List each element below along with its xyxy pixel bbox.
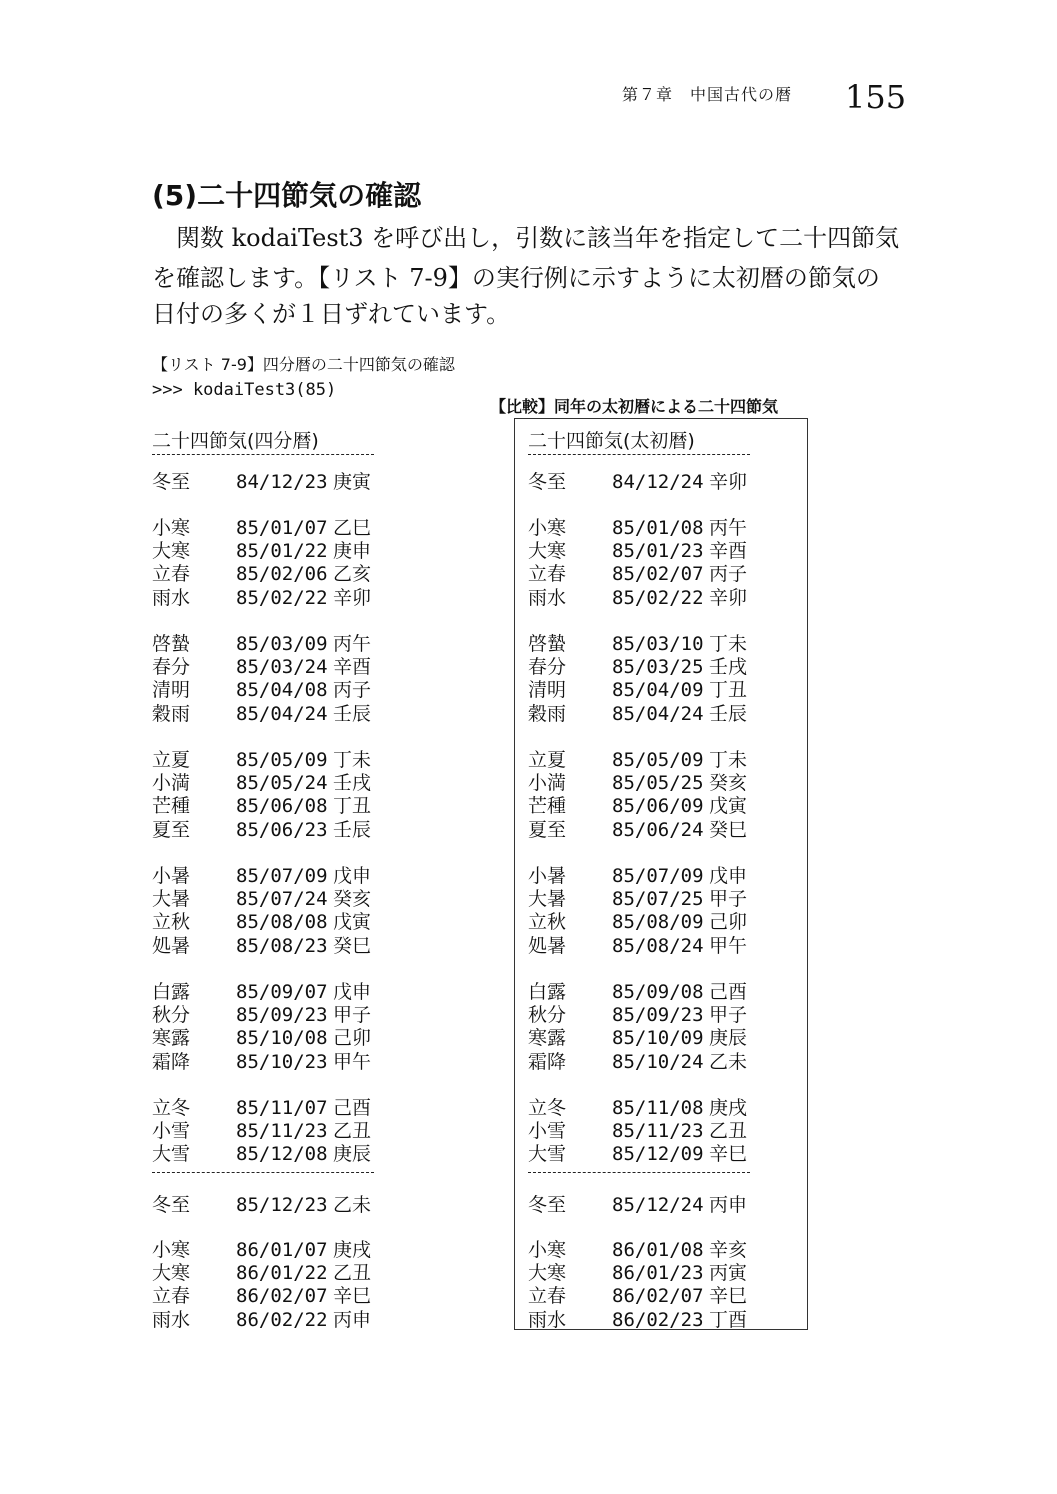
term-date: 85/09/07 bbox=[236, 981, 328, 1003]
solar-term-name: 清明 bbox=[152, 679, 191, 702]
term-date: 85/06/08 bbox=[236, 795, 328, 818]
solar-term-name: 大暑 bbox=[152, 888, 191, 911]
solar-term-name: 冬至 bbox=[528, 471, 567, 493]
sifen-separator bbox=[152, 1172, 374, 1173]
term-date: 85/12/24 bbox=[612, 1194, 704, 1216]
solar-term-name: 小満 bbox=[152, 772, 191, 795]
solar-term-name: 処暑 bbox=[528, 934, 567, 957]
term-ganzhi: 丙申 bbox=[333, 1308, 372, 1331]
term-ganzhi: 戊寅 bbox=[709, 795, 748, 818]
term-ganzhi: 癸亥 bbox=[333, 888, 372, 911]
term-ganzhi: 庚辰 bbox=[333, 1143, 372, 1166]
solar-term-name: 小暑 bbox=[152, 865, 191, 887]
term-date: 85/05/09 bbox=[612, 749, 704, 771]
term-date: 85/08/08 bbox=[236, 911, 328, 934]
solar-term-name: 処暑 bbox=[152, 934, 191, 957]
term-date: 85/03/24 bbox=[236, 656, 328, 679]
term-ganzhi: 庚辰 bbox=[709, 1027, 748, 1050]
solar-term-name: 立春 bbox=[528, 563, 567, 586]
term-date: 85/12/09 bbox=[612, 1143, 704, 1166]
listing-caption: 【リスト 7-9】四分暦の二十四節気の確認 bbox=[152, 355, 455, 374]
term-date: 84/12/24 bbox=[612, 471, 704, 493]
term-ganzhi: 辛亥 bbox=[709, 1239, 748, 1261]
term-ganzhi: 丁未 bbox=[333, 749, 372, 771]
term-date: 86/01/07 bbox=[236, 1239, 328, 1261]
term-date: 85/06/24 bbox=[612, 818, 704, 841]
solar-term-name: 冬至 bbox=[528, 1194, 567, 1216]
term-date: 86/02/22 bbox=[236, 1308, 328, 1331]
term-date: 85/03/09 bbox=[236, 633, 328, 655]
solar-term-name: 秋分 bbox=[528, 1004, 567, 1027]
term-date: 85/01/22 bbox=[236, 540, 328, 563]
taichu-heading: 二十四節気(太初暦) bbox=[528, 430, 695, 452]
solar-term-name: 大寒 bbox=[528, 540, 567, 563]
term-date: 85/10/09 bbox=[612, 1027, 704, 1050]
solar-term-name: 大寒 bbox=[152, 540, 191, 563]
term-ganzhi: 丙子 bbox=[333, 679, 372, 702]
term-ganzhi: 甲午 bbox=[333, 1050, 372, 1073]
term-ganzhi: 丁丑 bbox=[333, 795, 372, 818]
term-ganzhi: 癸亥 bbox=[709, 772, 748, 795]
term-date: 86/01/22 bbox=[236, 1262, 328, 1285]
solar-term-name: 白露 bbox=[152, 981, 191, 1003]
term-ganzhi: 甲午 bbox=[709, 934, 748, 957]
solar-term-name: 立秋 bbox=[528, 911, 567, 934]
term-date: 85/11/08 bbox=[612, 1097, 704, 1119]
solar-term-name: 立夏 bbox=[528, 749, 567, 771]
solar-term-name: 雨水 bbox=[152, 586, 191, 609]
solar-term-name: 立春 bbox=[152, 1285, 191, 1308]
term-ganzhi: 甲子 bbox=[709, 888, 748, 911]
term-ganzhi: 乙亥 bbox=[333, 563, 372, 586]
term-ganzhi: 丁未 bbox=[709, 749, 748, 771]
taichu-separator bbox=[528, 1172, 750, 1173]
solar-term-name: 啓蟄 bbox=[152, 633, 191, 655]
term-ganzhi: 乙未 bbox=[333, 1194, 372, 1216]
term-date: 85/04/24 bbox=[236, 702, 328, 725]
term-date: 85/05/09 bbox=[236, 749, 328, 771]
paragraph-line-2: を確認します。【リスト 7-9】の実行例に示すように太初暦の節気の bbox=[152, 264, 880, 292]
term-ganzhi: 庚戌 bbox=[709, 1097, 748, 1119]
term-date: 85/02/06 bbox=[236, 563, 328, 586]
page-number: 155 bbox=[845, 78, 907, 116]
section-title: (5)二十四節気の確認 bbox=[152, 179, 422, 212]
term-date: 85/11/07 bbox=[236, 1097, 328, 1119]
term-ganzhi: 戊申 bbox=[709, 865, 748, 887]
solar-term-name: 白露 bbox=[528, 981, 567, 1003]
solar-term-name: 大暑 bbox=[528, 888, 567, 911]
term-date: 85/06/23 bbox=[236, 818, 328, 841]
solar-term-name: 芒種 bbox=[528, 795, 567, 818]
solar-term-name: 立冬 bbox=[528, 1097, 567, 1119]
solar-term-name: 小暑 bbox=[528, 865, 567, 887]
term-date: 85/01/08 bbox=[612, 517, 704, 539]
term-ganzhi: 甲子 bbox=[333, 1004, 372, 1027]
term-date: 86/01/23 bbox=[612, 1262, 704, 1285]
solar-term-name: 大寒 bbox=[152, 1262, 191, 1285]
solar-term-name: 小雪 bbox=[152, 1120, 191, 1143]
term-ganzhi: 甲子 bbox=[709, 1004, 748, 1027]
term-date: 85/09/23 bbox=[236, 1004, 328, 1027]
term-date: 85/11/23 bbox=[236, 1120, 328, 1143]
solar-term-name: 霜降 bbox=[152, 1050, 191, 1073]
term-date: 85/02/22 bbox=[612, 586, 704, 609]
term-date: 85/03/25 bbox=[612, 656, 704, 679]
solar-term-name: 春分 bbox=[528, 656, 567, 679]
solar-term-name: 小雪 bbox=[528, 1120, 567, 1143]
term-ganzhi: 乙巳 bbox=[333, 517, 372, 539]
term-date: 85/10/23 bbox=[236, 1050, 328, 1073]
term-date: 85/09/23 bbox=[612, 1004, 704, 1027]
taichu-separator bbox=[528, 454, 750, 455]
solar-term-name: 夏至 bbox=[528, 818, 567, 841]
term-ganzhi: 己酉 bbox=[333, 1097, 372, 1119]
term-ganzhi: 乙丑 bbox=[333, 1120, 372, 1143]
term-ganzhi: 壬戌 bbox=[333, 772, 372, 795]
term-date: 85/05/24 bbox=[236, 772, 328, 795]
solar-term-name: 芒種 bbox=[152, 795, 191, 818]
term-ganzhi: 辛卯 bbox=[709, 471, 748, 493]
solar-term-name: 啓蟄 bbox=[528, 633, 567, 655]
term-date: 85/10/24 bbox=[612, 1050, 704, 1073]
term-date: 85/10/08 bbox=[236, 1027, 328, 1050]
solar-term-name: 春分 bbox=[152, 656, 191, 679]
term-date: 85/01/23 bbox=[612, 540, 704, 563]
term-ganzhi: 辛酉 bbox=[333, 656, 372, 679]
term-ganzhi: 丁丑 bbox=[709, 679, 748, 702]
term-date: 85/03/10 bbox=[612, 633, 704, 655]
term-ganzhi: 丁酉 bbox=[709, 1308, 748, 1331]
solar-term-name: 冬至 bbox=[152, 471, 191, 493]
term-date: 85/12/23 bbox=[236, 1194, 328, 1216]
term-date: 85/04/09 bbox=[612, 679, 704, 702]
term-date: 85/08/24 bbox=[612, 934, 704, 957]
term-date: 85/04/24 bbox=[612, 702, 704, 725]
term-date: 84/12/23 bbox=[236, 471, 328, 493]
solar-term-name: 穀雨 bbox=[528, 702, 567, 725]
term-ganzhi: 辛巳 bbox=[709, 1285, 748, 1308]
term-ganzhi: 乙未 bbox=[709, 1050, 748, 1073]
solar-term-name: 大雪 bbox=[152, 1143, 191, 1166]
term-ganzhi: 己卯 bbox=[709, 911, 748, 934]
term-date: 85/08/23 bbox=[236, 934, 328, 957]
term-date: 85/08/09 bbox=[612, 911, 704, 934]
term-ganzhi: 戊申 bbox=[333, 981, 372, 1003]
term-date: 85/01/07 bbox=[236, 517, 328, 539]
term-date: 85/05/25 bbox=[612, 772, 704, 795]
sifen-heading: 二十四節気(四分暦) bbox=[152, 430, 319, 452]
solar-term-name: 小寒 bbox=[152, 1239, 191, 1261]
term-ganzhi: 乙丑 bbox=[709, 1120, 748, 1143]
term-ganzhi: 壬辰 bbox=[333, 702, 372, 725]
term-ganzhi: 癸巳 bbox=[709, 818, 748, 841]
solar-term-name: 雨水 bbox=[528, 586, 567, 609]
term-date: 86/01/08 bbox=[612, 1239, 704, 1261]
term-date: 86/02/07 bbox=[612, 1285, 704, 1308]
solar-term-name: 小寒 bbox=[528, 1239, 567, 1261]
term-date: 85/09/08 bbox=[612, 981, 704, 1003]
term-ganzhi: 戊申 bbox=[333, 865, 372, 887]
solar-term-name: 冬至 bbox=[152, 1194, 191, 1216]
term-ganzhi: 庚申 bbox=[333, 540, 372, 563]
running-head: 第７章 中国古代の暦 bbox=[622, 85, 793, 104]
solar-term-name: 寒露 bbox=[152, 1027, 191, 1050]
term-date: 86/02/07 bbox=[236, 1285, 328, 1308]
term-ganzhi: 辛巳 bbox=[709, 1143, 748, 1166]
listing-command: >>> kodaiTest3(85) bbox=[152, 380, 337, 400]
term-date: 85/06/09 bbox=[612, 795, 704, 818]
term-ganzhi: 癸巳 bbox=[333, 934, 372, 957]
term-ganzhi: 丙申 bbox=[709, 1194, 748, 1216]
term-date: 85/02/07 bbox=[612, 563, 704, 586]
term-date: 85/07/24 bbox=[236, 888, 328, 911]
solar-term-name: 立春 bbox=[528, 1285, 567, 1308]
solar-term-name: 雨水 bbox=[528, 1308, 567, 1331]
solar-term-name: 夏至 bbox=[152, 818, 191, 841]
solar-term-name: 清明 bbox=[528, 679, 567, 702]
term-date: 85/07/25 bbox=[612, 888, 704, 911]
solar-term-name: 小寒 bbox=[152, 517, 191, 539]
solar-term-name: 小満 bbox=[528, 772, 567, 795]
term-ganzhi: 辛酉 bbox=[709, 540, 748, 563]
sifen-separator bbox=[152, 454, 374, 455]
term-date: 85/12/08 bbox=[236, 1143, 328, 1166]
term-ganzhi: 辛巳 bbox=[333, 1285, 372, 1308]
term-date: 85/07/09 bbox=[612, 865, 704, 887]
term-ganzhi: 辛卯 bbox=[709, 586, 748, 609]
solar-term-name: 立冬 bbox=[152, 1097, 191, 1119]
term-ganzhi: 辛卯 bbox=[333, 586, 372, 609]
term-ganzhi: 丙寅 bbox=[709, 1262, 748, 1285]
solar-term-name: 大寒 bbox=[528, 1262, 567, 1285]
term-date: 85/02/22 bbox=[236, 586, 328, 609]
term-ganzhi: 庚寅 bbox=[333, 471, 372, 493]
solar-term-name: 立秋 bbox=[152, 911, 191, 934]
term-ganzhi: 丙午 bbox=[333, 633, 372, 655]
term-date: 85/04/08 bbox=[236, 679, 328, 702]
solar-term-name: 小寒 bbox=[528, 517, 567, 539]
solar-term-name: 雨水 bbox=[152, 1308, 191, 1331]
term-ganzhi: 丙午 bbox=[709, 517, 748, 539]
term-date: 85/11/23 bbox=[612, 1120, 704, 1143]
term-ganzhi: 壬辰 bbox=[333, 818, 372, 841]
term-ganzhi: 丙子 bbox=[709, 563, 748, 586]
term-ganzhi: 壬辰 bbox=[709, 702, 748, 725]
term-date: 86/02/23 bbox=[612, 1308, 704, 1331]
solar-term-name: 立夏 bbox=[152, 749, 191, 771]
solar-term-name: 寒露 bbox=[528, 1027, 567, 1050]
comparison-caption: 【比較】同年の太初暦による二十四節気 bbox=[490, 397, 779, 416]
solar-term-name: 穀雨 bbox=[152, 702, 191, 725]
term-ganzhi: 丁未 bbox=[709, 633, 748, 655]
term-date: 85/07/09 bbox=[236, 865, 328, 887]
term-ganzhi: 壬戌 bbox=[709, 656, 748, 679]
term-ganzhi: 庚戌 bbox=[333, 1239, 372, 1261]
term-ganzhi: 戊寅 bbox=[333, 911, 372, 934]
paragraph-line-1: 関数 kodaiTest3 を呼び出し，引数に該当年を指定して二十四節気 bbox=[176, 224, 900, 252]
term-ganzhi: 乙丑 bbox=[333, 1262, 372, 1285]
term-ganzhi: 己卯 bbox=[333, 1027, 372, 1050]
term-ganzhi: 己酉 bbox=[709, 981, 748, 1003]
solar-term-name: 大雪 bbox=[528, 1143, 567, 1166]
solar-term-name: 立春 bbox=[152, 563, 191, 586]
solar-term-name: 霜降 bbox=[528, 1050, 567, 1073]
paragraph-line-3: 日付の多くが１日ずれています。 bbox=[152, 300, 511, 328]
solar-term-name: 秋分 bbox=[152, 1004, 191, 1027]
